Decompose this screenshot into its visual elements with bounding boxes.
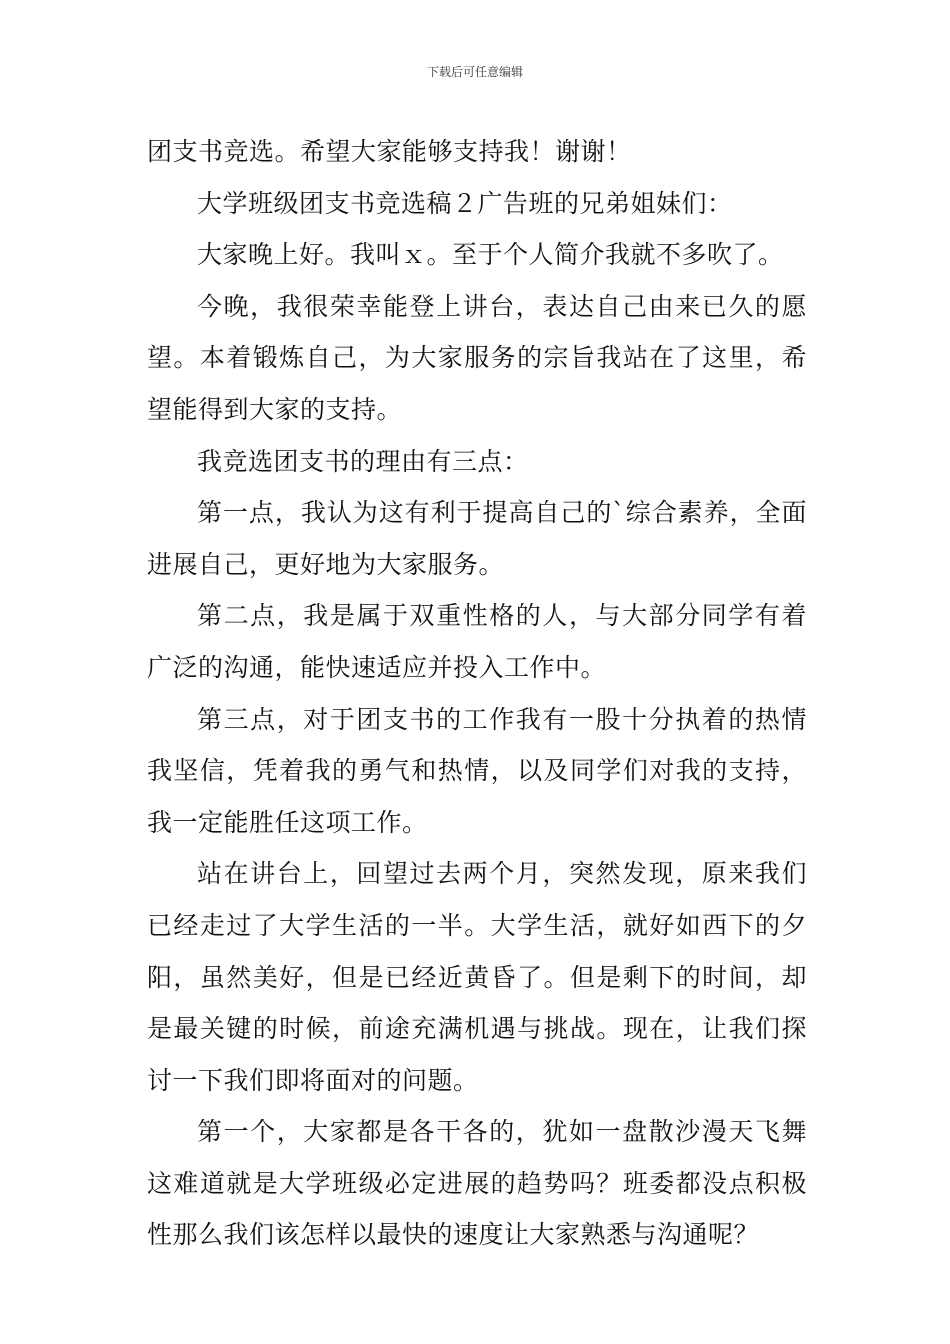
document-body bbox=[147, 126, 807, 1261]
text-line: 性那么我们该怎样以最快的速度让大家熟悉与沟通呢？ bbox=[147, 1220, 760, 1250]
text-line: 第三点，对于团支书的工作我有一股十分执着的热情 bbox=[197, 704, 807, 734]
text-line: 第一点，我认为这有利于提高自己的`综合素养，全面 bbox=[197, 498, 807, 528]
text-line: 望。本着锻炼自己，为大家服务的宗旨我站在了这里，希 bbox=[147, 343, 807, 373]
text-line: 已经走过了大学生活的一半。大学生活，就好如西下的夕 bbox=[147, 910, 807, 940]
text-line: 团支书竞选。希望大家能够支持我！谢谢！ bbox=[147, 137, 632, 166]
text-line: 我竞选团支书的理由有三点： bbox=[197, 446, 529, 476]
text-line: 这难道就是大学班级必定进展的趋势吗？班委都没点积极 bbox=[147, 1168, 807, 1198]
text-line: 望能得到大家的支持。 bbox=[147, 394, 403, 424]
text-line: 今晚，我很荣幸能登上讲台，表达自己由来已久的愿 bbox=[197, 291, 807, 321]
text-line: 大家晚上好。我叫ｘ。至于个人简介我就不多吹了。 bbox=[197, 240, 784, 270]
text-line: 站在讲台上，回望过去两个月，突然发现，原来我们 bbox=[197, 859, 807, 889]
text-line: 讨一下我们即将面对的问题。 bbox=[147, 1065, 479, 1095]
text-line: 大学班级团支书竞选稿２广告班的兄弟姐妹们： bbox=[197, 188, 733, 218]
text-line: 我一定能胜任这项工作。 bbox=[147, 807, 428, 837]
text-line: 进展自己，更好地为大家服务。 bbox=[147, 549, 505, 579]
text-line: 是最关键的时候，前途充满机遇与挑战。现在，让我们探 bbox=[147, 1014, 807, 1044]
page-header-note: 下载后可任意编辑 bbox=[426, 65, 523, 79]
text-line: 第二点，我是属于双重性格的人，与大部分同学有着 bbox=[197, 601, 807, 631]
text-line: 广泛的沟通，能快速适应并投入工作中。 bbox=[147, 652, 607, 682]
text-line: 阳，虽然美好，但是已经近黄昏了。但是剩下的时间，却 bbox=[147, 962, 807, 992]
text-line: 我坚信，凭着我的勇气和热情，以及同学们对我的支持， bbox=[147, 756, 807, 786]
text-line: 第一个，大家都是各干各的，犹如一盘散沙漫天飞舞 bbox=[197, 1117, 807, 1147]
